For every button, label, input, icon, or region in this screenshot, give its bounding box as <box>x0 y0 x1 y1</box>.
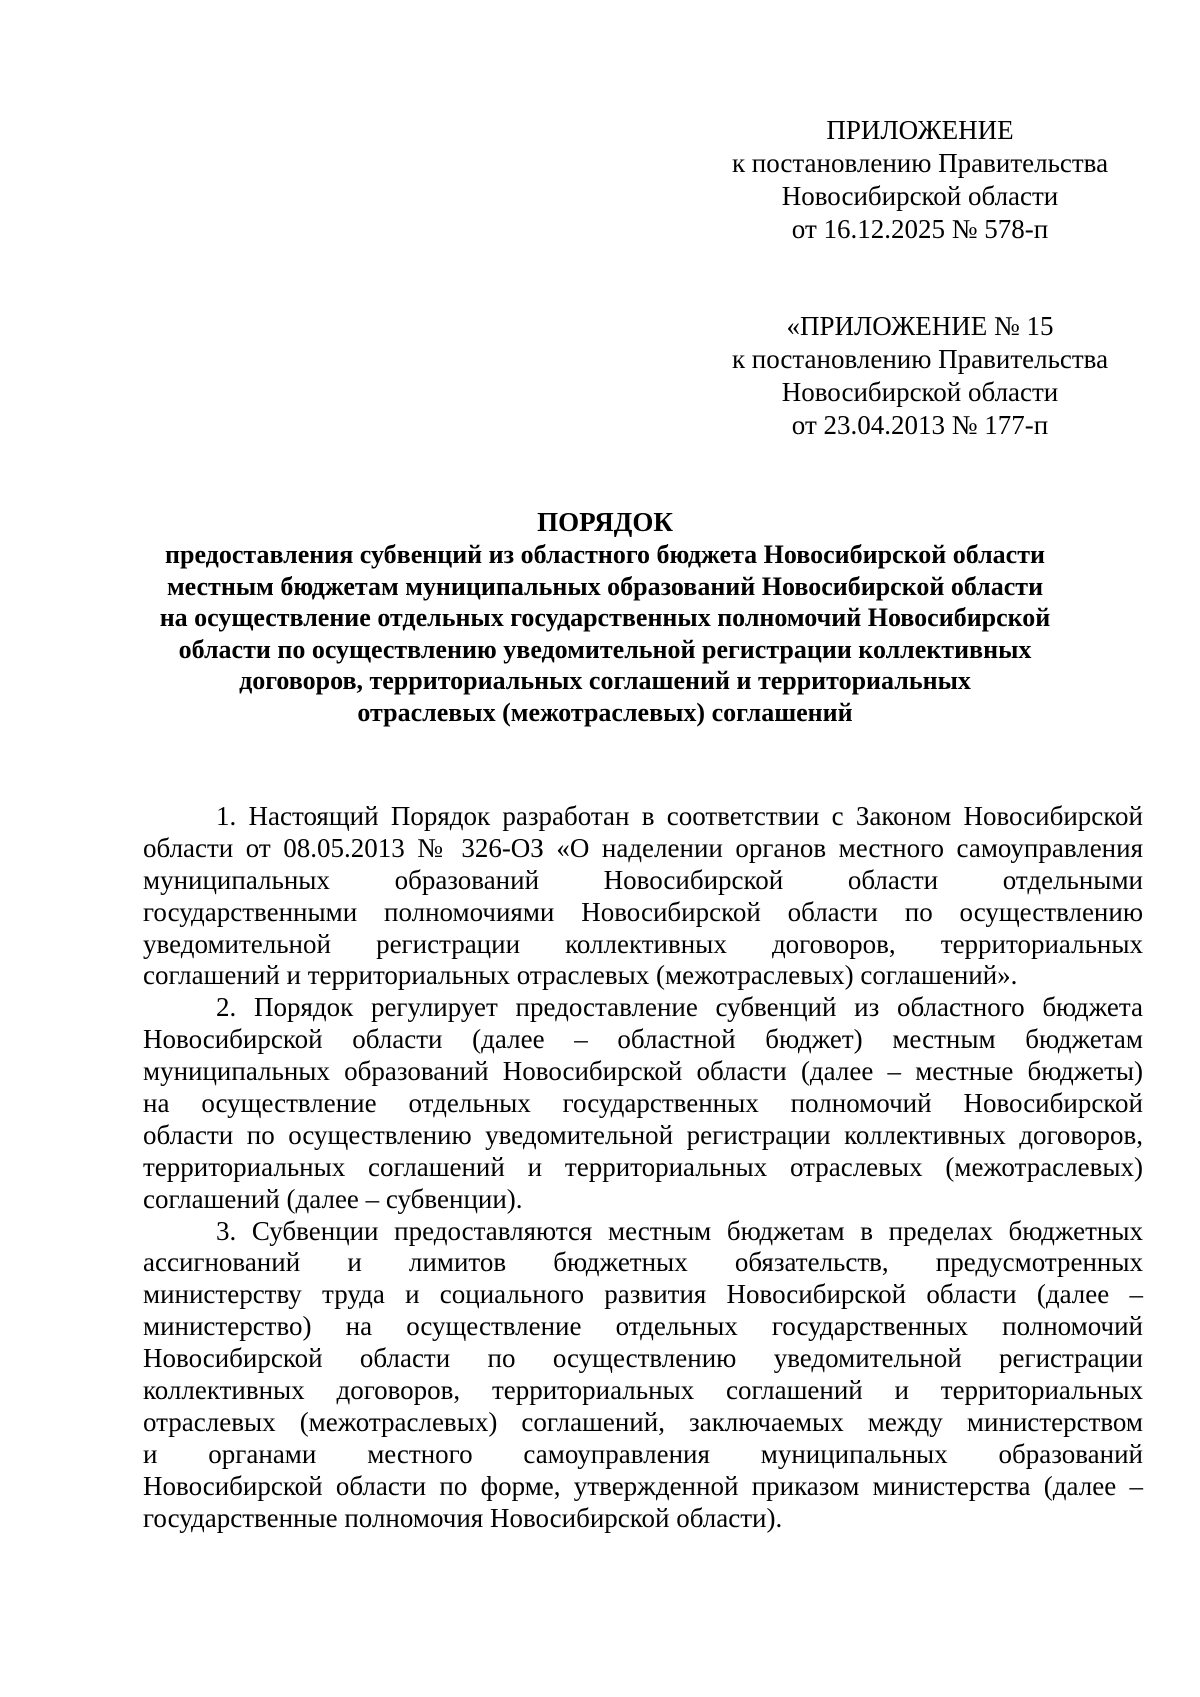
paragraph-line: соглашений (далее – субвенции). <box>143 1183 523 1214</box>
document-subtitle-line: договоров, территориальных соглашений и территориальных <box>239 666 971 695</box>
paragraph-line: государственными полномочиями Новосибирской области по осуществлению <box>143 896 1143 927</box>
document-subtitle-line: предоставления субвенций из областного бюджета Новосибирской области <box>165 540 1045 569</box>
appendix-region-line: Новосибирской области <box>781 181 1059 211</box>
appendix-header-original <box>730 310 1110 442</box>
appendix-title: ПРИЛОЖЕНИЕ <box>826 115 1014 145</box>
document-subtitle-line: области по осуществлению уведомительной регистрации коллективных <box>178 634 1032 664</box>
appendix-region-line: Новосибирской области <box>781 377 1059 407</box>
paragraph-line: 2. Порядок регулирует предоставление субвенций из областного бюджета <box>216 992 1143 1023</box>
appendix-date-number-line: от 16.12.2025 № 578-п <box>791 214 1049 244</box>
paragraph-line: ассигнований и лимитов бюджетных обязательств, предусмотренных <box>143 1247 1143 1278</box>
paragraph-line: территориальных соглашений и территориальных отраслевых (межотраслевых) <box>143 1151 1143 1182</box>
paragraph-3 <box>143 1216 1143 1535</box>
paragraph-line: муниципальных образований Новосибирской области отдельными <box>143 864 1143 895</box>
paragraph-2 <box>143 992 1143 1215</box>
paragraph-line: соглашений и территориальных отраслевых (межотраслевых) соглашений». <box>143 960 1018 991</box>
paragraph-line: государственные полномочия Новосибирской области). <box>143 1502 783 1533</box>
appendix-reference-line: к постановлению Правительства <box>731 148 1109 178</box>
appendix-title: «ПРИЛОЖЕНИЕ № 15 <box>786 311 1054 341</box>
document-title-block <box>120 506 1090 728</box>
paragraph-line: и органами местного самоуправления муниципальных образований <box>143 1438 1143 1469</box>
appendix-header-current <box>730 114 1110 246</box>
paragraph-line: коллективных договоров, территориальных соглашений и территориальных <box>143 1375 1143 1406</box>
paragraph-1 <box>143 801 1143 992</box>
paragraph-line: министерству труда и социального развития Новосибирской области (далее – <box>143 1279 1143 1310</box>
paragraph-line: на осуществление отдельных государственных полномочий Новосибирской <box>143 1088 1143 1119</box>
appendix-reference-line: к постановлению Правительства <box>731 344 1109 374</box>
paragraph-line: 1. Настоящий Порядок разработан в соответствии с Законом Новосибирской <box>216 801 1143 831</box>
document-heading: ПОРЯДОК <box>537 507 673 537</box>
document-body <box>143 801 1143 1534</box>
paragraph-line: Новосибирской области по осуществлению уведомительной регистрации <box>143 1343 1143 1374</box>
paragraph-line: министерство) на осуществление отдельных государственных полномочий <box>143 1311 1143 1342</box>
paragraph-line: Новосибирской области по форме, утвержденной приказом министерства (далее – <box>143 1470 1143 1501</box>
paragraph-line: области от 08.05.2013 № 326-ОЗ «О наделении органов местного самоуправления <box>143 832 1143 863</box>
document-subtitle-line: местным бюджетам муниципальных образований Новосибирской области <box>166 571 1044 601</box>
appendix-date-number-line: от 23.04.2013 № 177-п <box>791 410 1049 440</box>
paragraph-line: муниципальных образований Новосибирской области (далее – местные бюджеты) <box>143 1056 1143 1087</box>
paragraph-line: Новосибирской области (далее – областной бюджет) местным бюджетам <box>143 1024 1143 1055</box>
document-subtitle-line: на осуществление отдельных государственных полномочий Новосибирской <box>159 603 1051 632</box>
paragraph-line: отраслевых (межотраслевых) соглашений, заключаемых между министерством <box>143 1406 1143 1437</box>
paragraph-line: области по осуществлению уведомительной регистрации коллективных договоров, <box>143 1119 1143 1150</box>
document-subtitle-line: отраслевых (межотраслевых) соглашений <box>357 697 853 727</box>
paragraph-line: 3. Субвенции предоставляются местным бюджетам в пределах бюджетных <box>216 1215 1143 1246</box>
paragraph-line: уведомительной регистрации коллективных договоров, территориальных <box>143 928 1143 959</box>
